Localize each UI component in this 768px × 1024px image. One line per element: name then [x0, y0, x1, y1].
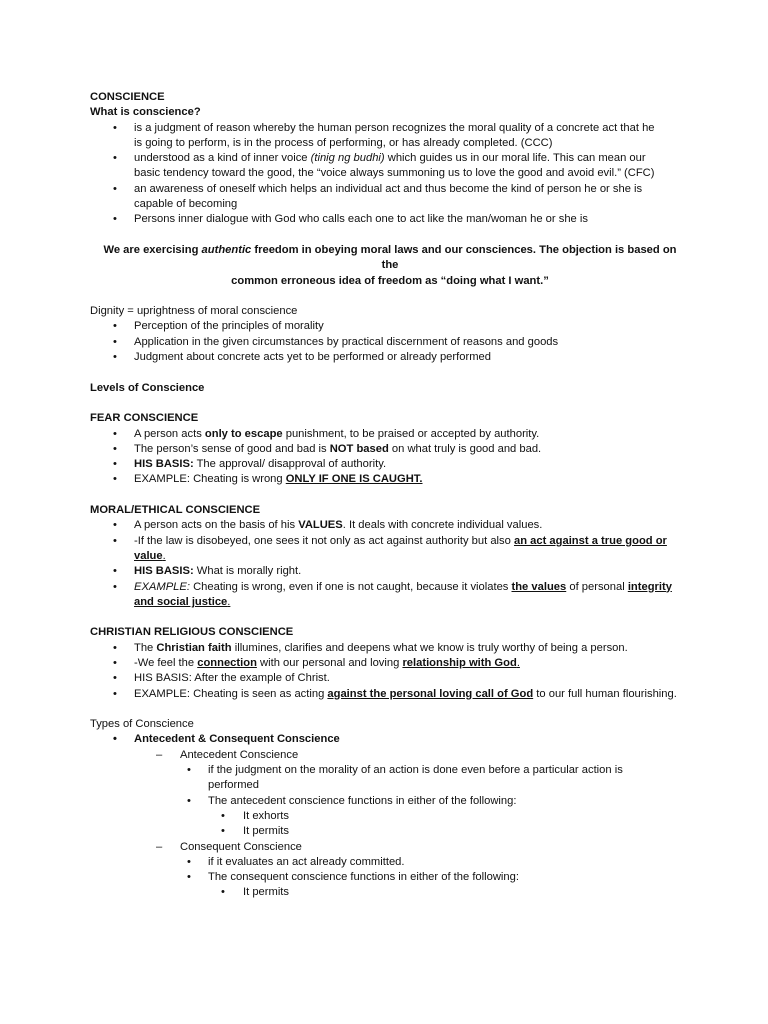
list-item [90, 121, 690, 152]
text-line: capable of becoming [134, 198, 238, 211]
list-item: • EXAMPLE: Cheating is wrong ONLY IF ONE IS CAUGHT. [90, 472, 690, 487]
christian-heading: CHRISTIAN RELIGIOUS CONSCIENCE [90, 626, 294, 639]
list-item: • Judgment about concrete acts yet to be performed or already performed [90, 350, 690, 365]
text-line: • Persons inner dialogue with God who calls each one to act like the man/woman he or she is [134, 213, 588, 226]
doc-title: CONSCIENCE [90, 91, 165, 103]
statement-paragraph: We are exercising authentic freedom in obeying moral laws and our consciences. The objection is based on the common erroneous idea of freedom as “doing what I want.” [103, 243, 677, 287]
list-item [90, 212, 690, 227]
sub-item: – Consequent Conscience [90, 840, 690, 855]
list-item: • HIS BASIS: The approval/ disapproval of authority. [90, 457, 690, 472]
what-heading: What is conscience? [90, 106, 201, 119]
sub-item: – Antecedent Conscience [90, 748, 690, 763]
leaf-item: • It exhorts [90, 809, 690, 824]
list-item: • -We feel the connection with our personal and loving relationship with God. [90, 656, 690, 671]
sub-sub-item: • The antecedent conscience functions in either of the following: [90, 794, 690, 809]
text-line: basic tendency toward the good, the “voice always summoning us to love the good and avoid evil.” (CFC) [134, 167, 655, 180]
list-item: • A person acts on the basis of his VALUES. It deals with concrete individual values. [90, 518, 690, 533]
list-item: • -If the law is disobeyed, one sees it not only as act against authority but also an act against a true good or value. [90, 534, 690, 565]
list-item: • The Christian faith illumines, clarifies and deepens what we know is truly worthy of being a person. [90, 641, 690, 656]
list-item: • HIS BASIS: What is morally right. [90, 564, 690, 579]
types-heading: Types of Conscience [90, 718, 194, 731]
list-item: • Application in the given circumstances by practical discernment of reasons and goods [90, 335, 690, 350]
dignity-line: Dignity = uprightness of moral conscience [90, 305, 298, 318]
moral-heading: MORAL/ETHICAL CONSCIENCE [90, 504, 261, 517]
leaf-item: • It permits [90, 885, 690, 900]
document-page [90, 90, 690, 901]
leaf-item: • It permits [90, 824, 690, 839]
levels-heading: Levels of Conscience [90, 381, 205, 394]
text-line: is going to perform, is in the process of performing, or has already completed. (CCC) [134, 136, 553, 149]
text-line: • is a judgment of reason whereby the human person recognizes the moral quality of a concrete act that he [134, 121, 655, 134]
list-item [90, 182, 690, 213]
list-item: • EXAMPLE: Cheating is seen as acting against the personal loving call of God to our full human flourishing. [90, 687, 690, 702]
sub-sub-item: • The consequent conscience functions in either of the following: [90, 870, 690, 885]
list-item: • A person acts only to escape punishment, to be praised or accepted by authority. [90, 427, 690, 442]
list-item: • The person’s sense of good and bad is NOT based on what truly is good and bad. [90, 442, 690, 457]
sub-sub-item: • if it evaluates an act already committed. [90, 855, 690, 870]
text-line: • understood as a kind of inner voice (tinig ng budhi) which guides us in our moral life. This can mean our [134, 152, 646, 165]
list-item: • Perception of the principles of morality [90, 319, 690, 334]
list-item [90, 151, 690, 182]
list-item: • Antecedent & Consequent Conscience [90, 732, 690, 747]
list-item: • HIS BASIS: After the example of Christ. [90, 671, 690, 686]
text-line: • an awareness of oneself which helps an individual act and thus become the kind of person he or she is [134, 182, 643, 195]
list-item: • EXAMPLE: Cheating is wrong, even if one is not caught, because it violates the values of personal integrity and social justice. [90, 580, 690, 611]
fear-heading: FEAR CONSCIENCE [90, 412, 199, 425]
sub-sub-item: • if the judgment on the morality of an action is done even before a particular action is performed [90, 763, 690, 794]
